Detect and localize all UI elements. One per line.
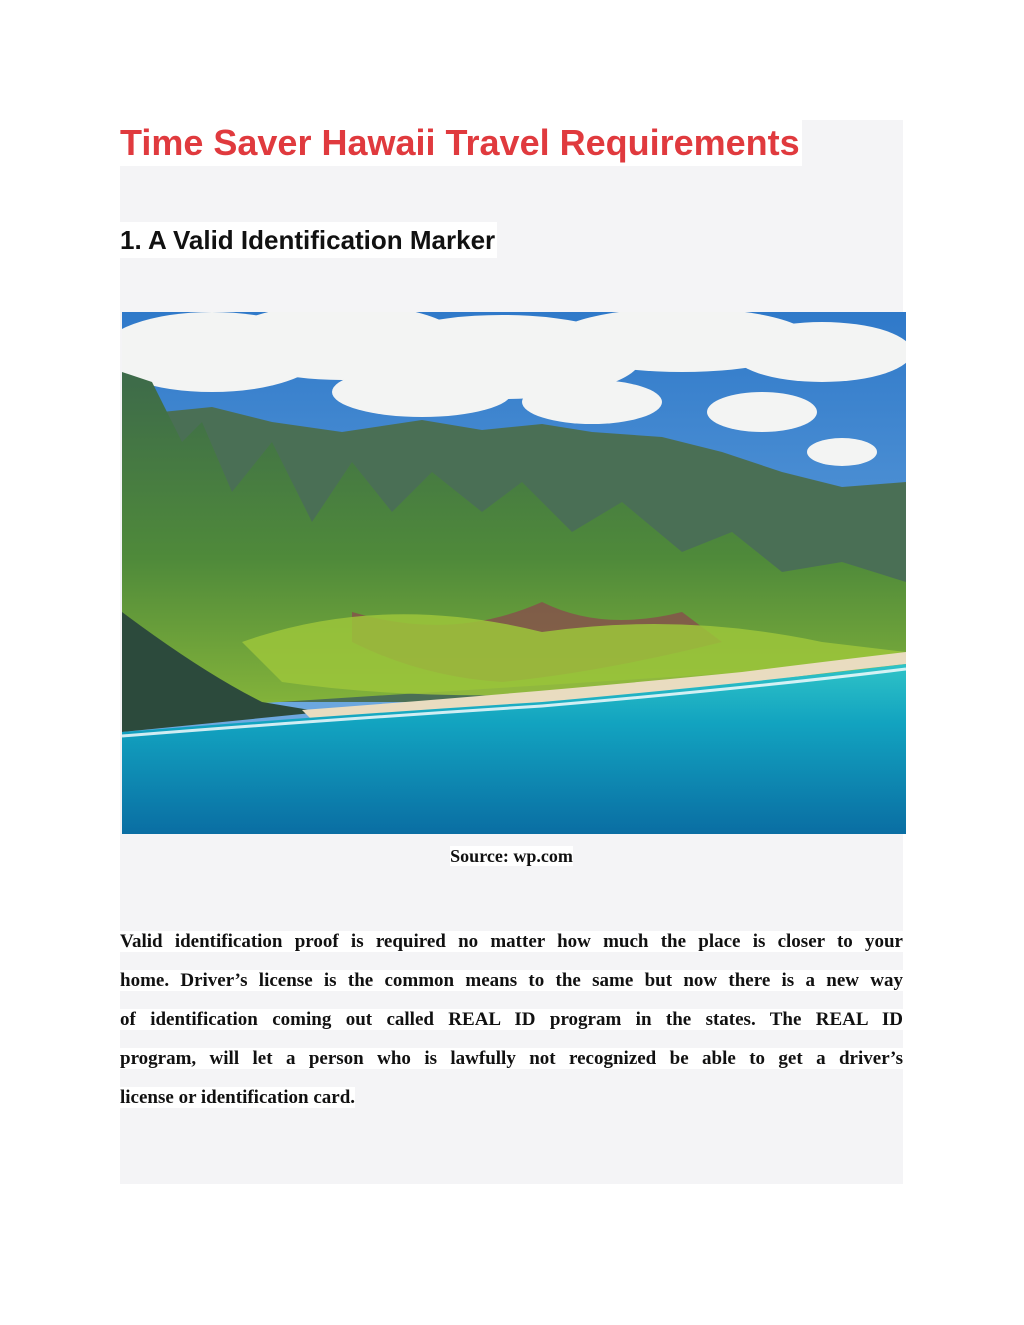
paragraph-line-text: Valid identification proof is required no matter how much the place is closer to your bbox=[120, 931, 903, 952]
paragraph-line-text: license or identification card. bbox=[120, 1087, 356, 1108]
image-caption-text: Source: wp.com bbox=[450, 846, 573, 866]
paragraph-line-text: of identification coming out called REAL ID program in the states. The REAL ID bbox=[120, 1009, 903, 1030]
paragraph-line bbox=[120, 1078, 903, 1117]
section-heading: 1. A Valid Identification Marker bbox=[120, 222, 497, 258]
paragraph-line bbox=[120, 1000, 903, 1039]
paragraph-line-text: home. Driver’s license is the common means to the same but now there is a new way bbox=[120, 970, 903, 991]
image-caption bbox=[120, 840, 903, 878]
body-paragraph bbox=[120, 922, 903, 1117]
hawaii-coastline-photo bbox=[122, 312, 906, 834]
paragraph-line bbox=[120, 1039, 903, 1078]
paragraph-line-text: program, will let a person who is lawfully not recognized be able to get a driver’s bbox=[120, 1048, 903, 1069]
paragraph-line bbox=[120, 961, 903, 1000]
paragraph-line bbox=[120, 922, 903, 961]
page-title: Time Saver Hawaii Travel Requirements bbox=[120, 120, 802, 166]
